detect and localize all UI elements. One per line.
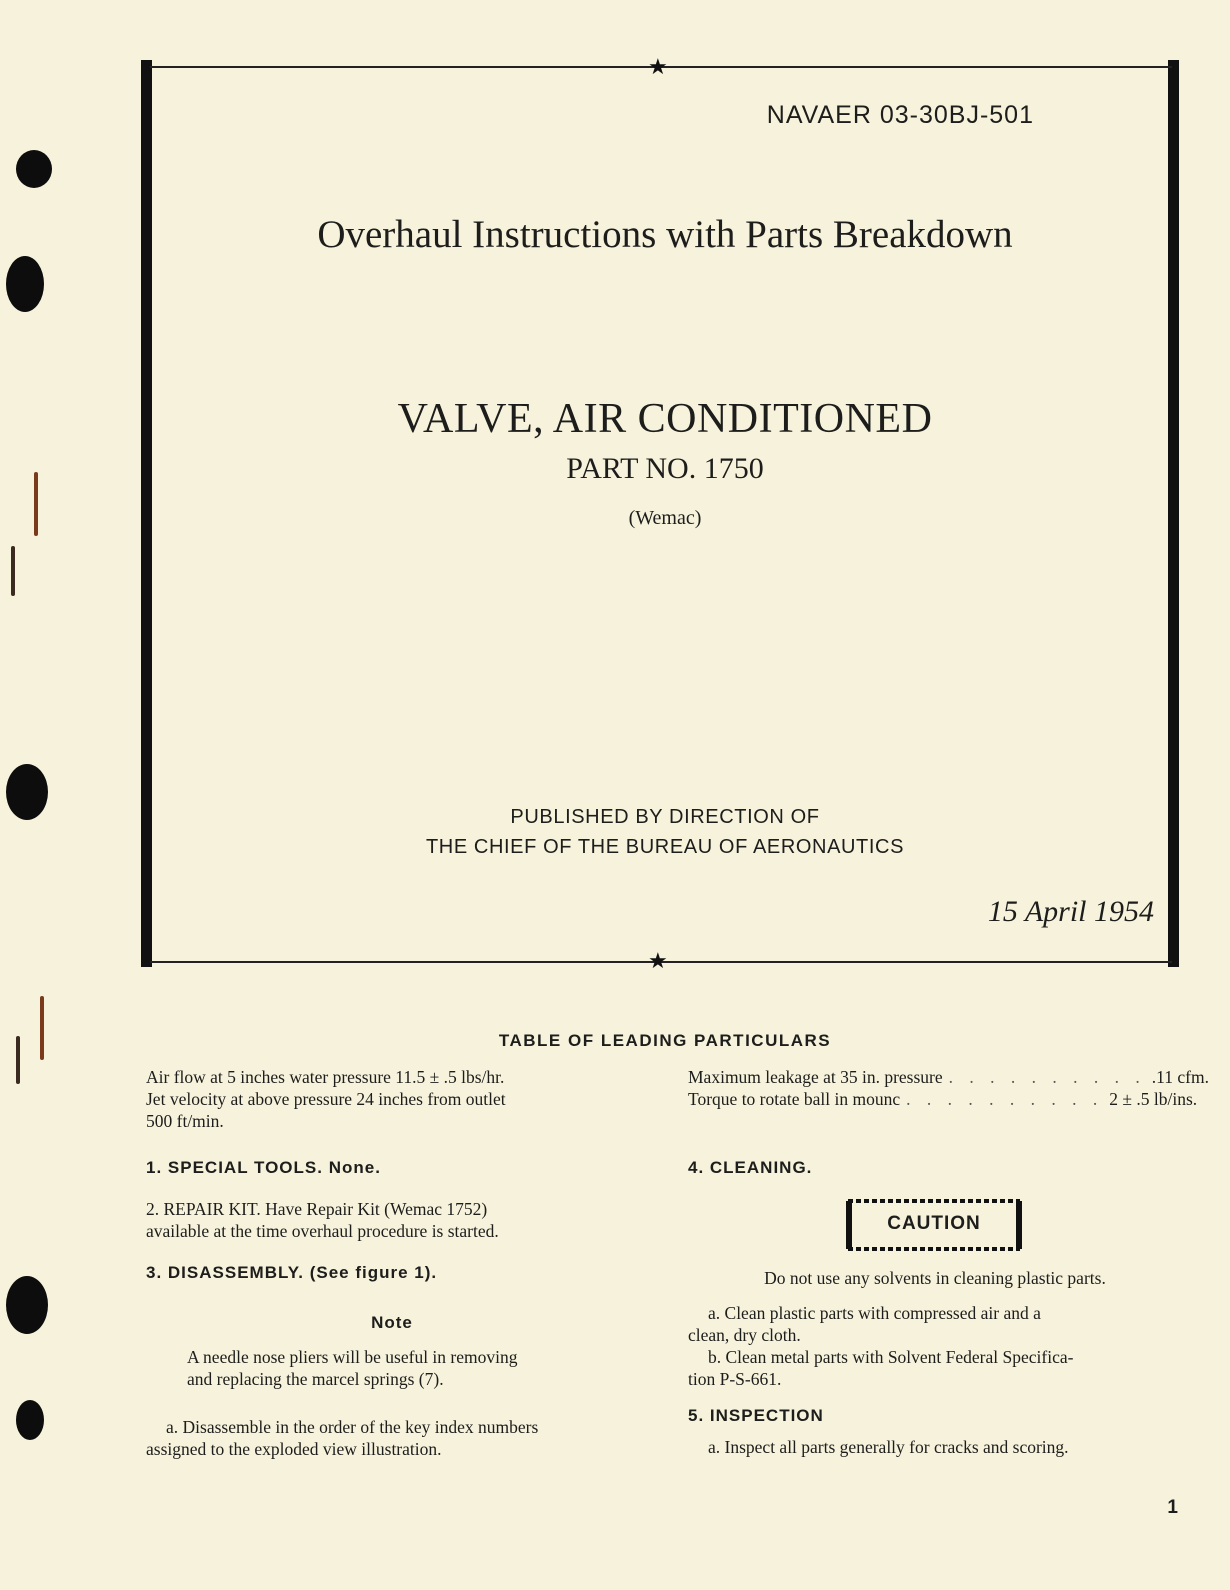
caution-label: CAUTION xyxy=(887,1213,981,1234)
repair-kit-line-1: 2. REPAIR KIT. Have Repair Kit (Wemac 1752) xyxy=(146,1199,488,1219)
published-line-1: PUBLISHED BY DIRECTION OF xyxy=(510,806,820,828)
note-line-1: A needle nose pliers will be useful in removing xyxy=(187,1347,518,1367)
inspection-step-a: a. Inspect all parts generally for cracks and scoring. xyxy=(708,1437,1069,1457)
particulars-jet-velocity-cont: 500 ft/min. xyxy=(146,1111,224,1131)
document-number: NAVAER 03-30BJ-501 xyxy=(766,101,1034,129)
particulars-row-label: Maximum leakage at 35 in. pressure xyxy=(688,1067,943,1087)
binding-mark-3 xyxy=(40,996,44,1060)
particulars-row-label: Torque to rotate ball in mounc xyxy=(688,1089,901,1109)
part-number: PART NO. 1750 xyxy=(566,452,764,485)
particulars-title: TABLE OF LEADING PARTICULARS xyxy=(498,1031,832,1050)
note-paragraph xyxy=(187,1346,627,1390)
binding-mark-2 xyxy=(11,546,15,596)
published-line-2: THE CHIEF OF THE BUREAU OF AERONAUTICS xyxy=(425,836,905,858)
cleaning-step-b-line-2: tion P-S-661. xyxy=(688,1369,782,1389)
particulars-jet-velocity: Jet velocity at above pressure 24 inches from outlet xyxy=(146,1089,506,1109)
particulars-row xyxy=(688,1066,1209,1088)
particulars-left xyxy=(146,1066,638,1132)
leader-dots: . . . . . . . . . . xyxy=(906,1089,1104,1109)
particulars-row-value: .11 cfm. xyxy=(1151,1067,1209,1087)
cleaning-step-b-line-1: b. Clean metal parts with Solvent Federal Specifica- xyxy=(708,1347,1074,1367)
disassembly-step-a-line-2: assigned to the exploded view illustration. xyxy=(146,1439,442,1459)
repair-kit-line-2: available at the time overhaul procedure is started. xyxy=(146,1221,499,1241)
special-tools-heading: 1. SPECIAL TOOLS. None. xyxy=(146,1158,381,1177)
disassembly-step-a xyxy=(146,1416,638,1460)
binder-hole-3 xyxy=(6,764,48,820)
caution-box xyxy=(846,1201,1022,1249)
note-line-2: and replacing the marcel springs (7). xyxy=(187,1369,444,1389)
repair-kit-paragraph xyxy=(146,1198,638,1242)
binder-hole-2 xyxy=(6,256,44,312)
caution-text: Do not use any solvents in cleaning plastic parts. xyxy=(764,1268,1106,1288)
cleaning-steps xyxy=(688,1302,1182,1390)
binder-hole-1 xyxy=(16,150,52,188)
particulars-row-value: 2 ± .5 lb/ins. xyxy=(1109,1089,1198,1109)
inspection-heading: 5. INSPECTION xyxy=(688,1406,824,1425)
star-ornament-bottom: ★ xyxy=(648,948,668,973)
particulars-right xyxy=(688,1066,1209,1110)
publication-date: 15 April 1954 xyxy=(987,895,1154,928)
particulars-air-flow: Air flow at 5 inches water pressure 11.5 ± .5 lbs/hr. xyxy=(146,1067,505,1087)
main-title: Overhaul Instructions with Parts Breakdown xyxy=(317,213,1013,256)
disassembly-heading: 3. DISASSEMBLY. (See figure 1). xyxy=(146,1263,438,1282)
particulars-row xyxy=(688,1088,1198,1110)
note-title: Note xyxy=(371,1313,413,1332)
page-number: 1 xyxy=(1167,1497,1178,1518)
binder-hole-4 xyxy=(6,1276,48,1334)
cleaning-step-a-line-1: a. Clean plastic parts with compressed air and a xyxy=(708,1303,1041,1323)
leader-dots: . . . . . . . . . . xyxy=(948,1067,1146,1087)
item-title: VALVE, AIR CONDITIONED xyxy=(397,396,933,442)
star-ornament-top: ★ xyxy=(648,54,668,79)
binding-mark-1 xyxy=(34,472,38,536)
manufacturer: (Wemac) xyxy=(628,507,702,529)
cleaning-step-a-line-2: clean, dry cloth. xyxy=(688,1325,801,1345)
disassembly-step-a-line-1: a. Disassemble in the order of the key index numbers xyxy=(166,1417,539,1437)
cleaning-heading: 4. CLEANING. xyxy=(688,1158,813,1177)
binding-mark-4 xyxy=(16,1036,20,1084)
binder-hole-5 xyxy=(16,1400,44,1440)
